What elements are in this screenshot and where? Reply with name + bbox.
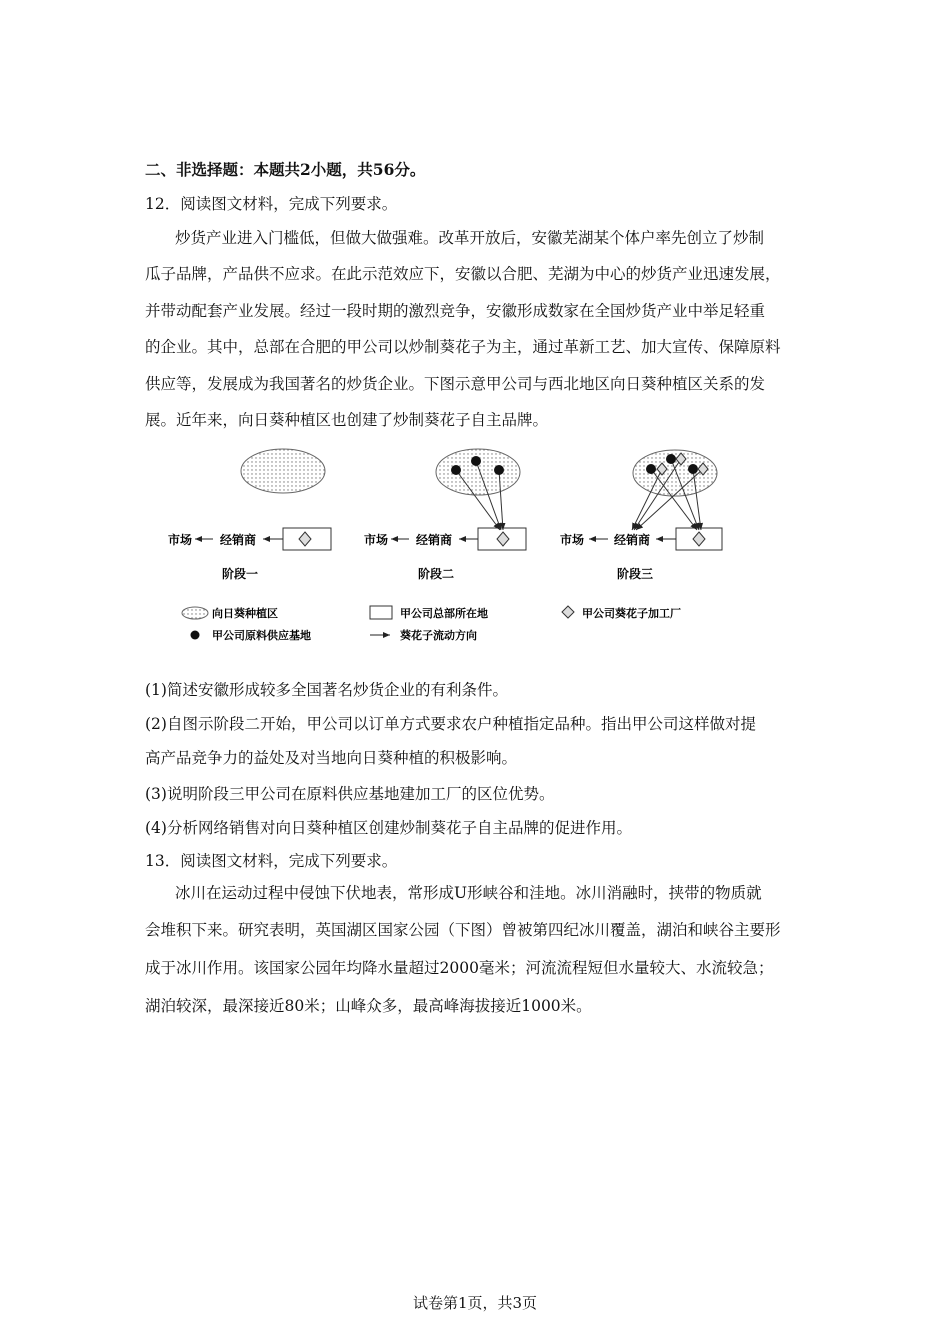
- stage-three-label: 阶段三: [616, 567, 654, 581]
- q12-title: 12．阅读图文材料，完成下列要求。: [145, 195, 398, 213]
- dealer-label: 经销商: [613, 533, 651, 547]
- dealer-label: 经销商: [415, 533, 453, 547]
- market-label: 市场: [559, 533, 585, 547]
- page-footer: 试卷第1页，共3页: [412, 1294, 538, 1312]
- q13-para-line: 冰川在运动过程中侵蚀下伏地表，常形成U形峡谷和洼地。冰川消融时，挟带的物质就: [175, 884, 762, 902]
- q12-para-line: 供应等，发展成为我国著名的炒货企业。下图示意甲公司与西北地区向日葵种植区关系的发: [145, 375, 766, 393]
- stage-two: [364, 449, 526, 581]
- stage-one: [168, 449, 331, 581]
- stage-one-label: 阶段一: [221, 567, 259, 581]
- q12-question: (3)说明阶段三甲公司在原料供应基地建加工厂的区位优势。: [145, 785, 555, 803]
- q12-para-line: 炒货产业进入门槛低，但做大做强难。改革开放后，安徽芜湖某个体户率先创立了炒制: [175, 229, 765, 247]
- section-heading: 二、非选择题：本题共2小题，共56分。: [145, 160, 426, 179]
- q12-question: (1)简述安徽形成较多全国著名炒货企业的有利条件。: [145, 681, 508, 699]
- market-label: 市场: [363, 533, 389, 547]
- legend-sunflower-swatch: [182, 607, 208, 619]
- market-label: 市场: [167, 533, 193, 547]
- legend-hq-swatch: [370, 606, 392, 619]
- legend-sunflower-label: 向日葵种植区: [212, 607, 278, 620]
- supply-base: [451, 465, 461, 475]
- q12-question: (4)分析网络销售对向日葵种植区创建炒制葵花子自主品牌的促进作用。: [145, 819, 632, 837]
- stage-two-label: 阶段二: [417, 567, 455, 581]
- stage-three: [560, 450, 722, 581]
- q13-para-line: 成于冰川作用。该国家公园年均降水量超过2000毫米；河流流程短但水量较大、水流较急；: [145, 959, 774, 977]
- q12-para-line: 瓜子品牌，产品供不应求。在此示范效应下，安徽以合肥、芜湖为中心的炒货产业迅速发展，: [145, 265, 781, 283]
- q13-title: 13．阅读图文材料，完成下列要求。: [145, 852, 398, 870]
- supply-base: [494, 465, 504, 475]
- q12-para-line: 的企业。其中，总部在合肥的甲公司以炒制葵花子为主，通过革新工艺、加大宣传、保障原料: [145, 338, 781, 356]
- supply-base: [666, 454, 676, 464]
- q13-para-line: 湖泊较深，最深接近80米；山峰众多，最高峰海拔接近1000米。: [145, 997, 592, 1015]
- q12-question: (2)自图示阶段二开始，甲公司以订单方式要求农户种植指定品种。指出甲公司这样做对提: [145, 715, 756, 733]
- dealer-label: 经销商: [219, 533, 257, 547]
- supply-base: [646, 464, 656, 474]
- legend: [182, 606, 681, 642]
- sunflower-area: [436, 449, 520, 495]
- stage-diagram: [150, 440, 750, 655]
- legend-flow-label: 葵花子流动方向: [400, 629, 477, 642]
- q13-para-line: 会堆积下来。研究表明，英国湖区国家公园（下图）曾被第四纪冰川覆盖，湖泊和峡谷主要形: [145, 921, 781, 939]
- supply-base: [688, 464, 698, 474]
- legend-hq-label: 甲公司总部所在地: [400, 607, 488, 620]
- legend-supply-swatch: [191, 631, 200, 640]
- legend-factory-swatch: [562, 606, 574, 618]
- legend-supply-label: 甲公司原料供应基地: [212, 629, 311, 642]
- legend-factory-label: 甲公司葵花子加工厂: [582, 607, 681, 620]
- q12-question: 高产品竞争力的益处及对当地向日葵种植的积极影响。: [145, 749, 518, 767]
- q12-para-line: 展。近年来，向日葵种植区也创建了炒制葵花子自主品牌。: [145, 411, 549, 429]
- sunflower-area: [241, 449, 325, 493]
- supply-base: [471, 456, 481, 466]
- q12-para-line: 并带动配套产业发展。经过一段时期的激烈竞争，安徽形成数家在全国炒货产业中举足轻重: [145, 302, 766, 320]
